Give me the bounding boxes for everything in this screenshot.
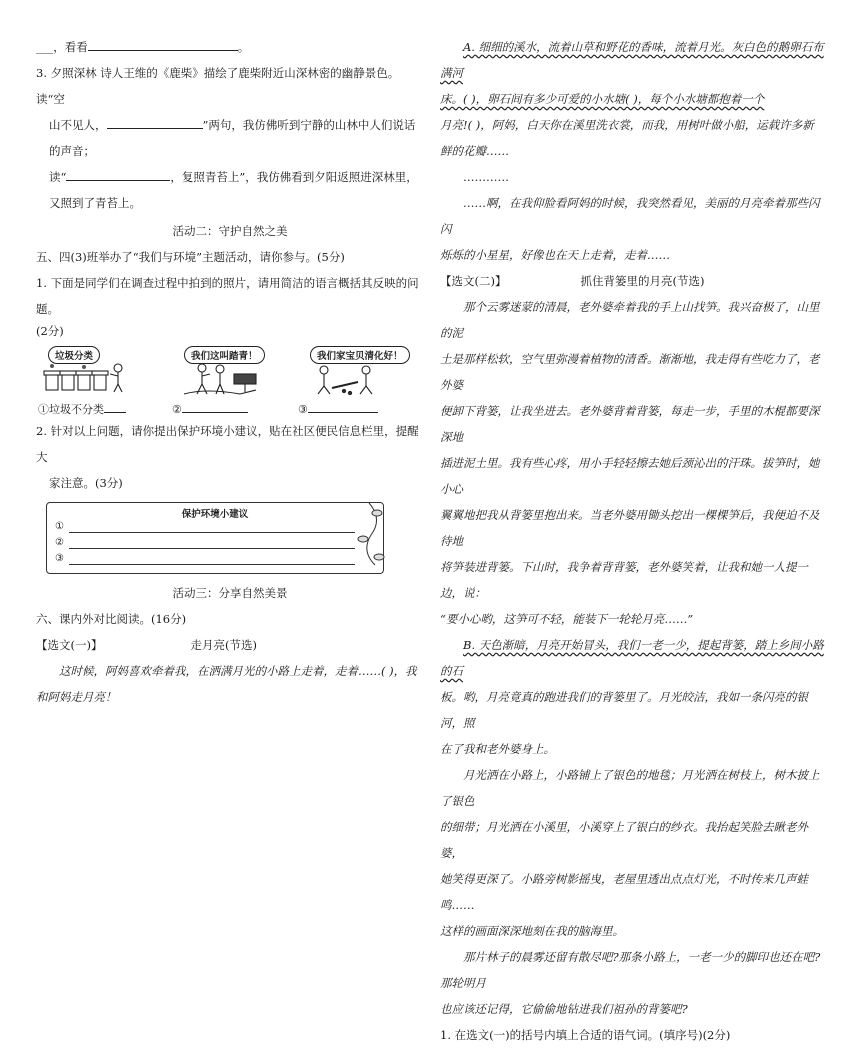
para-1-line: 那个云雾迷蒙的清晨，老外婆牵着我的手上山找笋。我兴奋极了，山里的泥: [440, 300, 820, 340]
para-2-line: 她笑得更深了。小路旁树影摇曳，老屋里透出点点灯光，不时传来几声蛙鸣……: [440, 872, 808, 912]
answer-blank[interactable]: [107, 114, 203, 129]
para-3-line: 那片林子的晨雾还留有散尽吧?那条小路上，一老一少的脚印也还在吧?那轮明月: [440, 950, 821, 990]
answer-blank[interactable]: [104, 398, 126, 413]
scene-littering: [298, 344, 403, 416]
fill-line-1: ___，看看 。: [36, 34, 424, 60]
passage-a-line-3: 月亮!( )，阿妈，白天你在溪里洗衣裳，而我，用树叶做小船，运载许多新: [440, 118, 814, 132]
para-2-line: 月光洒在小路上，小路铺上了银色的地毯；月光洒在树枝上，树木披上了银色: [440, 768, 820, 808]
question-5-1: 1. 下面是同学们在调查过程中拍到的照片，请用简洁的语言概括其反映的问题。: [36, 276, 419, 316]
suggestion-notebox: [46, 502, 384, 574]
passage-a-line-2: 床。( )，卵石间有多少可爱的小水塘( )，每个小水塘都抱着一个: [440, 92, 765, 106]
passage-a-line-6: 烁烁的小星星，好像也在天上走着，走着……: [440, 248, 670, 262]
notebox-title: 保护环境小建议: [181, 509, 249, 520]
selection-1-title: 走月亮(节选): [190, 638, 257, 652]
photo-scenes: [36, 344, 424, 418]
selection-1-para: 这时候，阿妈喜欢牵着我，在洒满月光的小路上走着，走着……( )，我: [59, 664, 417, 678]
answer-blank[interactable]: [88, 36, 238, 51]
para-1-line: 翼翼地把我从背篓里抱出来。当老外婆用锄头挖出一棵棵笋后，我便迫不及待地: [440, 508, 820, 548]
speech-bubble: 我们这叫踏青！: [184, 346, 265, 364]
question-3-line-2: 山不见人， ”两句，我仿佛听到宁静的山林中人们说话的声音；: [36, 112, 424, 164]
question-5-2-line-2: 家注意。(3分): [49, 476, 123, 490]
para-1-line: 便卸下背篓，让我坐进去。老外婆背着背篓，每走一步，手里的木棍都要深深地: [440, 404, 820, 444]
scene-caption: ③: [298, 398, 378, 416]
selection-1-tag: 【选文(一)】: [36, 638, 103, 652]
selection-2-header: [440, 268, 828, 294]
para-3-line: 也应该还记得，它偷偷地钻进我们祖孙的背篓吧?: [440, 1002, 688, 1016]
ellipsis: …………: [463, 170, 509, 184]
para-1-line: “要小心哟，这笋可不轻，能装下一轮轮月亮……”: [440, 612, 694, 626]
question-3-line-3: 读“ ，复照青苔上”，我仿佛看到夕阳返照进深林里，: [36, 164, 424, 190]
section-6-heading: 六、课内外对比阅读。(16分): [36, 612, 187, 626]
suggestion-line-2[interactable]: ②: [55, 537, 355, 551]
question-6-1: 1. 在选文(一)的括号内填上合适的语气词。(填序号)(2分): [440, 1028, 731, 1042]
para-1-line: 土是那样松软，空气里弥漫着植物的清香。渐渐地，我走得有些吃力了，老外婆: [440, 352, 820, 392]
passage-b-line-3: 在了我和老外婆身上。: [440, 742, 555, 756]
para-1-line: 将笋装进背篓。下山时，我争着背背篓，老外婆笑着，让我和她一人提一边，说：: [440, 560, 808, 600]
question-5-1-score: (2分): [36, 324, 64, 338]
leaf-vine-icon: [349, 499, 389, 569]
question-3-line-4: 又照到了青苔上。: [49, 196, 141, 210]
question-3: 3. 夕照深林 诗人王维的《鹿柴》描绘了鹿柴附近山深林密的幽静景色。读“空: [36, 66, 400, 106]
section-5-heading: 五、四(3)班举办了“我们与环境”主题活动，请你参与。(5分): [36, 250, 345, 264]
scene-caption: ①垃圾不分类: [38, 398, 126, 417]
right-column: [440, 0, 828, 1048]
speech-bubble: 我们家宝贝清化好！: [310, 346, 410, 364]
para-2-line: 这样的画面深深地刻在我的脑海里。: [440, 924, 624, 938]
activity-2-heading: 活动二：守护自然之美: [172, 224, 288, 238]
para-1-line: 插进泥土里。我有些心疼，用小手轻轻擦去她后颈沁出的汗珠。拔笋时，她小心: [440, 456, 820, 496]
activity-3-heading: 活动三：分享自然美景: [172, 586, 288, 600]
question-5-2: 2. 针对以上问题，请你提出保护环境小建议，贴在社区便民信息栏里，提醒大: [36, 424, 419, 464]
left-column: [36, 0, 424, 710]
suggestion-line-1[interactable]: ①: [55, 521, 355, 535]
selection-2-tag: 【选文(二)】: [440, 274, 507, 288]
speech-bubble: 垃圾分类: [48, 346, 100, 364]
scene-trampling-grass: [172, 344, 272, 416]
answer-blank[interactable]: [182, 398, 248, 413]
scene-garbage-sorting: [38, 344, 136, 416]
selection-2-title: 抓住背篓里的月亮(节选): [580, 274, 705, 288]
passage-b-line-1: B. 天色渐暗，月亮开始冒头，我们一老一少，提起背篓，踏上乡间小路的石: [440, 638, 824, 678]
scene-caption: ②: [172, 398, 248, 416]
passage-a-line-1: A. 细细的溪水，流着山草和野花的香味，流着月光。灰白色的鹅卵石布满河: [440, 40, 824, 80]
selection-1-header: [36, 632, 424, 658]
suggestion-line-3[interactable]: ③: [55, 553, 355, 567]
answer-blank[interactable]: [66, 166, 170, 181]
para-2-line: 的细带；月光洒在小溪里，小溪穿上了银白的纱衣。我抬起笑脸去瞅老外婆，: [440, 820, 808, 860]
passage-a-line-5: ……啊，在我仰脸看阿妈的时候，我突然看见，美丽的月亮牵着那些闪闪: [440, 196, 820, 236]
answer-blank[interactable]: [308, 398, 378, 413]
passage-a-line-4: 鲜的花瓣……: [440, 144, 509, 158]
selection-1-para-2: 和阿妈走月亮！: [36, 690, 117, 704]
passage-b-line-2: 板。哟，月亮竟真的跑进我们的背篓里了。月光皎洁，我如一条闪亮的银河，照: [440, 690, 808, 730]
